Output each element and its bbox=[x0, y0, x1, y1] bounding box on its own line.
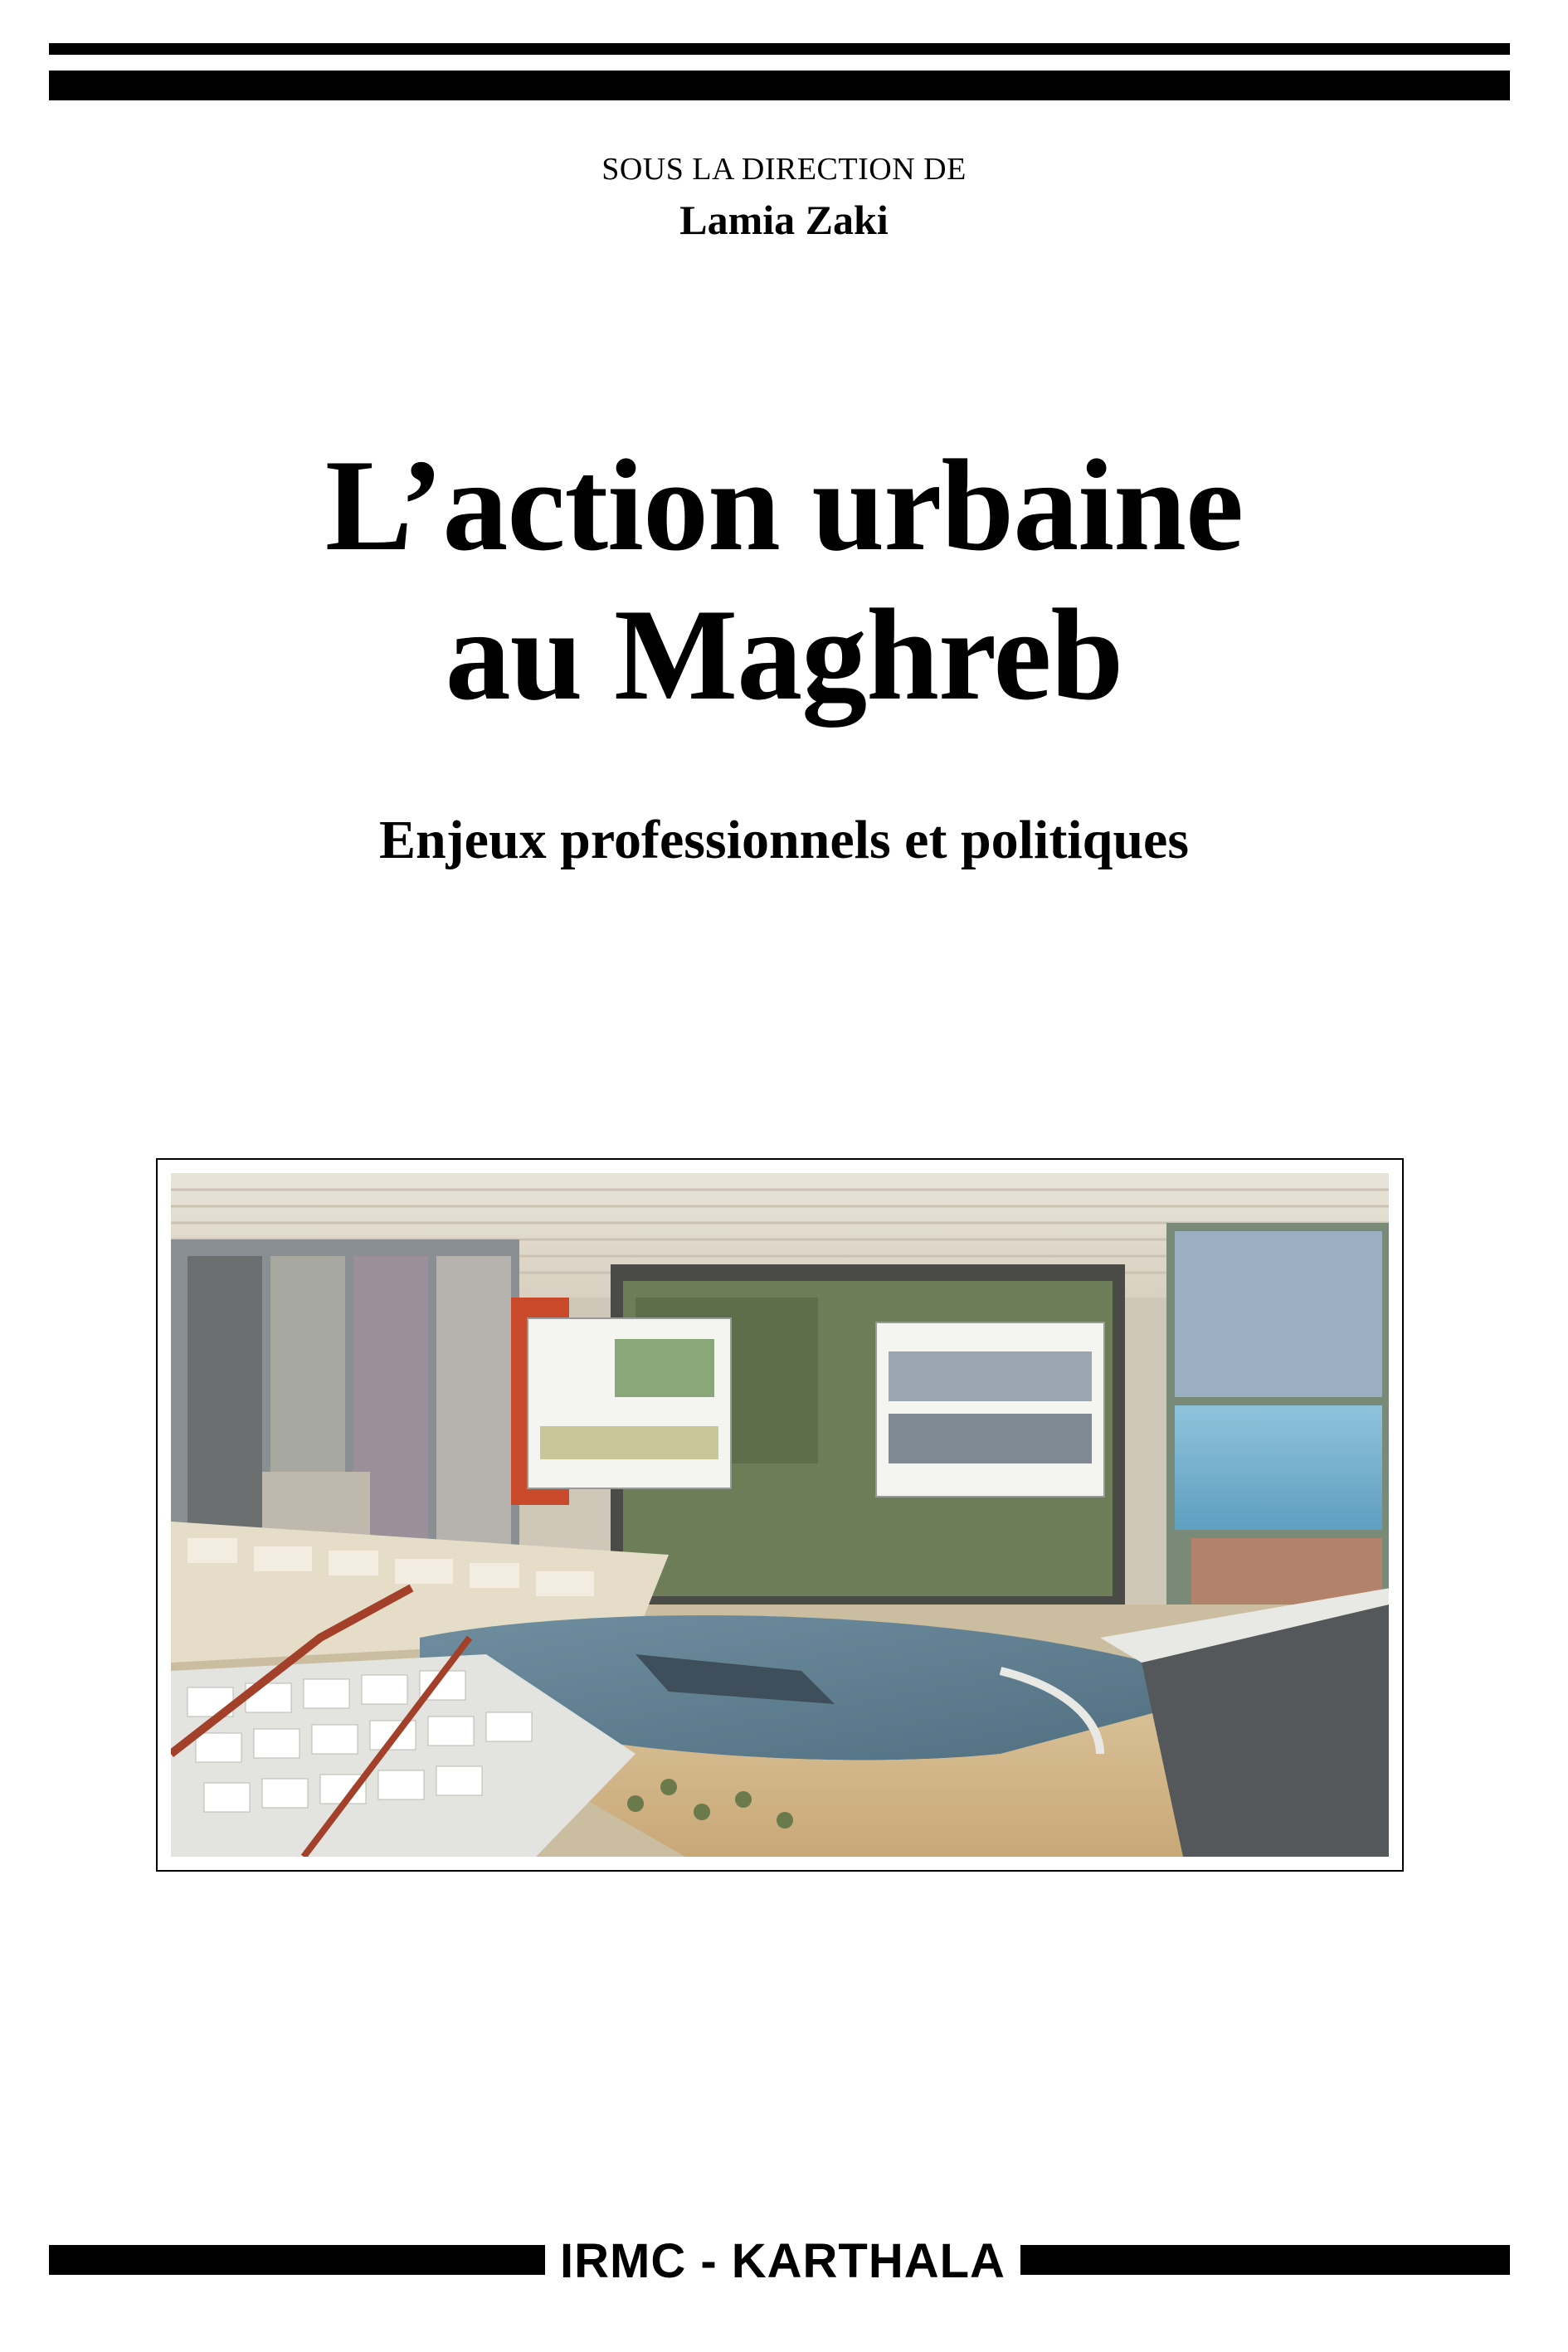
book-title bbox=[0, 431, 1568, 730]
footer-rule-left bbox=[49, 2245, 545, 2275]
urban-model-photo bbox=[171, 1173, 1389, 1857]
top-rule-thin bbox=[49, 43, 1510, 55]
book-subtitle: Enjeux professionnels et politiques bbox=[378, 810, 1190, 870]
top-rule-thick bbox=[49, 71, 1510, 100]
title-line-1: L’action urbaine bbox=[324, 433, 1244, 578]
direction-label: SOUS LA DIRECTION DE bbox=[601, 152, 967, 187]
cover-photo-frame bbox=[156, 1158, 1404, 1872]
footer-rule-right bbox=[1020, 2245, 1510, 2275]
title-line-2: au Maghreb bbox=[445, 582, 1123, 728]
author-name: Lamia Zaki bbox=[679, 197, 889, 243]
publisher-name: IRMC - KARTHALA bbox=[560, 2234, 1006, 2288]
